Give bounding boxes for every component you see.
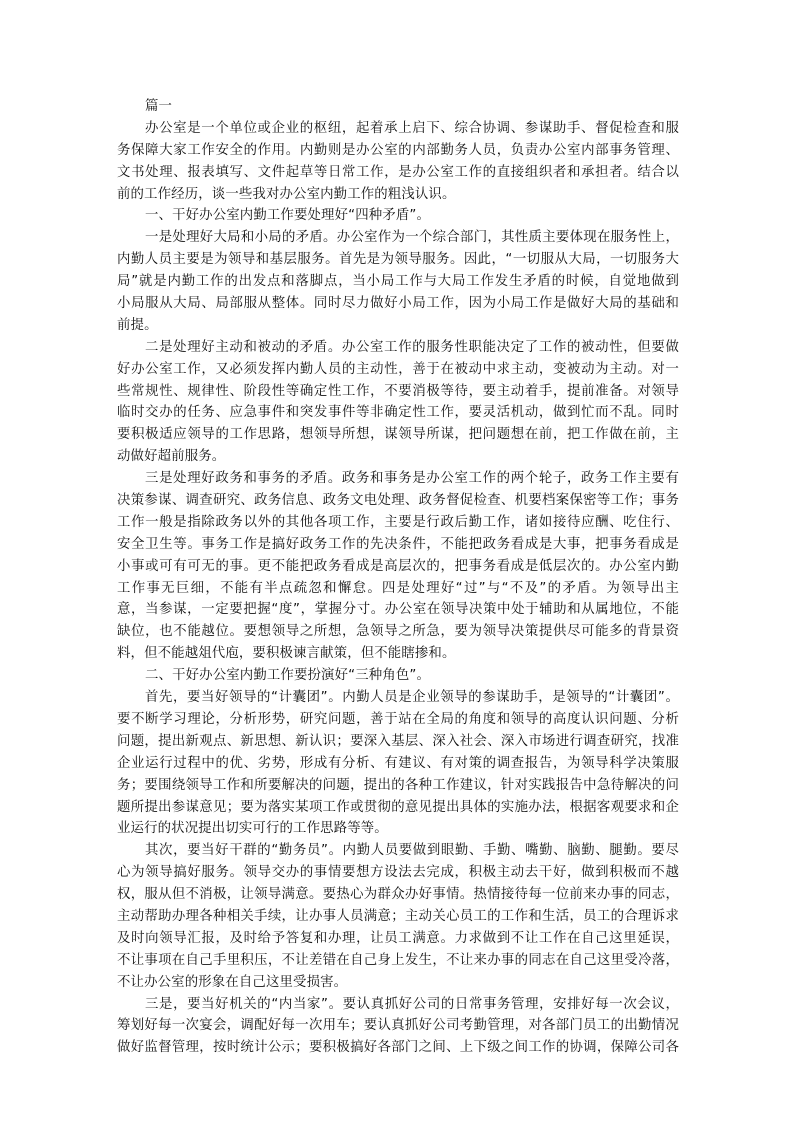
- text-line: 三是，要当好机关的“内当家”。要认真抓好公司的日常事务管理，安排好每一次会议，: [145, 996, 679, 1012]
- document-page: [117, 96, 679, 1059]
- text-line: 一是处理好大局和小局的矛盾。办公室作为一个综合部门，其性质主要体现在服务性上，: [145, 230, 679, 246]
- text-line: 小事或可有可无的事。更不能把政务看成是高层次的，把事务看成是低层次的。办公室内勤: [117, 558, 679, 574]
- text-line: 心为领导搞好服务。领导交办的事情要想方设法去完成，积极主动去干好，做到积极而不越: [117, 865, 679, 881]
- text-line: 及时向领导汇报，及时给予答复和办理，让员工满意。力求做到不让工作在自己这里延误，: [117, 930, 679, 946]
- text-line: 问题，提出新观点、新思想、新认识；要深入基层、深入社会、深入市场进行调查研究，找准: [117, 733, 679, 749]
- text-line: 二、干好办公室内勤工作要扮演好“三种角色”。: [145, 668, 430, 684]
- text-line: 务保障大家工作安全的作用。内勤则是办公室的内部勤务人员，负责办公室内部事务管理、: [117, 142, 679, 158]
- text-line: 办公室是一个单位或企业的枢纽，起着承上启下、综合协调、参谋助手、督促检查和服: [145, 120, 679, 136]
- text-line: 权，服从但不消极，让领导满意。要热心为群众办好事情。热情接待每一位前来办事的同志，: [117, 887, 679, 903]
- text-line: 局”就是内勤工作的出发点和落脚点，当小局工作与大局工作发生矛盾的时候，自觉地做到: [117, 274, 679, 290]
- text-line: 安全卫生等。事务工作是搞好政务工作的先决条件，不能把政务看成是大事，把事务看成是: [117, 536, 679, 552]
- text-line: 三是处理好政务和事务的矛盾。政务和事务是办公室工作的两个轮子，政务工作主要有: [145, 471, 679, 487]
- text-line: 务；要围绕领导工作和所要解决的问题，提出的各种工作建议，针对实践报告中急待解决的问: [117, 777, 679, 793]
- text-line: 篇一: [145, 99, 173, 114]
- text-line: 一、干好办公室内勤工作要处理好“四种矛盾”。: [145, 208, 430, 224]
- text-line: 工作事无巨细，不能有半点疏忽和懈怠。四是处理好“过”与“不及”的矛盾。为领导出主: [117, 580, 679, 596]
- text-line: 动做好超前服务。: [117, 449, 226, 465]
- text-line: 前提。: [117, 317, 158, 333]
- text-line: 些常规性、规律性、阶段性等确定性工作，不要消极等待，要主动着手，提前准备。对领导: [117, 383, 679, 399]
- text-line: 内勤人员主要是为领导和基层服务。首先是为领导服务。因此，“一切服从大局，一切服务大: [117, 252, 679, 268]
- text-line: 意，当参谋，一定要把握“度”，掌握分寸。办公室在领导决策中处于辅助和从属地位，不能: [117, 602, 679, 618]
- text-line: 工作一般是指除政务以外的其他各项工作，主要是行政后勤工作，诸如接待应酬、吃住行、: [117, 514, 679, 530]
- text-line: 二是处理好主动和被动的矛盾。办公室工作的服务性职能决定了工作的被动性，但要做: [145, 339, 679, 355]
- text-line: 料，但不能越俎代庖，要积极谏言献策，但不能瞎掺和。: [117, 646, 456, 662]
- text-line: 业运行的状况提出切实可行的工作思路等等。: [117, 821, 388, 837]
- text-line: 不让事项在自己手里积压，不让差错在自己身上发生，不让来办事的同志在自己这里受冷落，: [117, 952, 679, 968]
- text-line: 文书处理、报表填写、文件起草等日常工作，是办公室工作的直接组织者和承担者。结合以: [117, 164, 679, 180]
- text-line: 题所提出参谋意见；要为落实某项工作或贯彻的意见提出具体的实施办法，根据客观要求和企: [117, 799, 679, 815]
- text-line: 前的工作经历，谈一些我对办公室内勤工作的粗浅认识。: [117, 186, 456, 202]
- text-line: 要积极适应领导的工作思路，想领导所想，谋领导所谋，把问题想在前，把工作做在前，主: [117, 427, 679, 443]
- text-line: 决策参谋、调查研究、政务信息、政务文电处理、政务督促检查、机要档案保密等工作；事务: [117, 493, 679, 509]
- text-line: 企业运行过程中的优、劣势，形成有分析、有建议、有对策的调查报告，为领导科学决策服: [117, 755, 679, 771]
- text-line: 缺位，也不能越位。要想领导之所想，急领导之所急，要为领导决策提供尽可能多的背景资: [117, 624, 679, 640]
- text-line: 不让办公室的形象在自己这里受损害。: [117, 974, 348, 990]
- text-line: 要不断学习理论，分析形势，研究问题，善于站在全局的角度和领导的高度认识问题、分析: [117, 711, 679, 727]
- text-line: 其次，要当好干群的“勤务员”。内勤人员要做到眼勤、手勤、嘴勤、脑勤、腿勤。要尽: [145, 843, 679, 859]
- text-line: 做好监督管理，按时统计公示；要积极搞好各部门之间、上下级之间工作的协调，保障公司各: [117, 1040, 679, 1056]
- text-line: 主动帮助办理各种相关手续，让办事人员满意；主动关心员工的工作和生活，员工的合理诉求: [117, 908, 679, 924]
- text-line: 临时交办的任务、应急事件和突发事件等非确定性工作，要灵活机动，做到忙而不乱。同时: [117, 405, 679, 421]
- text-line: 筹划好每一次宴会，调配好每一次用车；要认真抓好公司考勤管理，对各部门员工的出勤情况: [117, 1018, 679, 1034]
- text-line: 首先，要当好领导的“计囊团”。内勤人员是企业领导的参谋助手，是领导的“计囊团”。: [145, 690, 679, 706]
- text-line: 小局服从大局、局部服从整体。同时尽力做好小局工作，因为小局工作是做好大局的基础和: [117, 296, 679, 312]
- text-line: 好办公室工作，又必须发挥内勤人员的主动性，善于在被动中求主动，变被动为主动。对一: [117, 361, 679, 377]
